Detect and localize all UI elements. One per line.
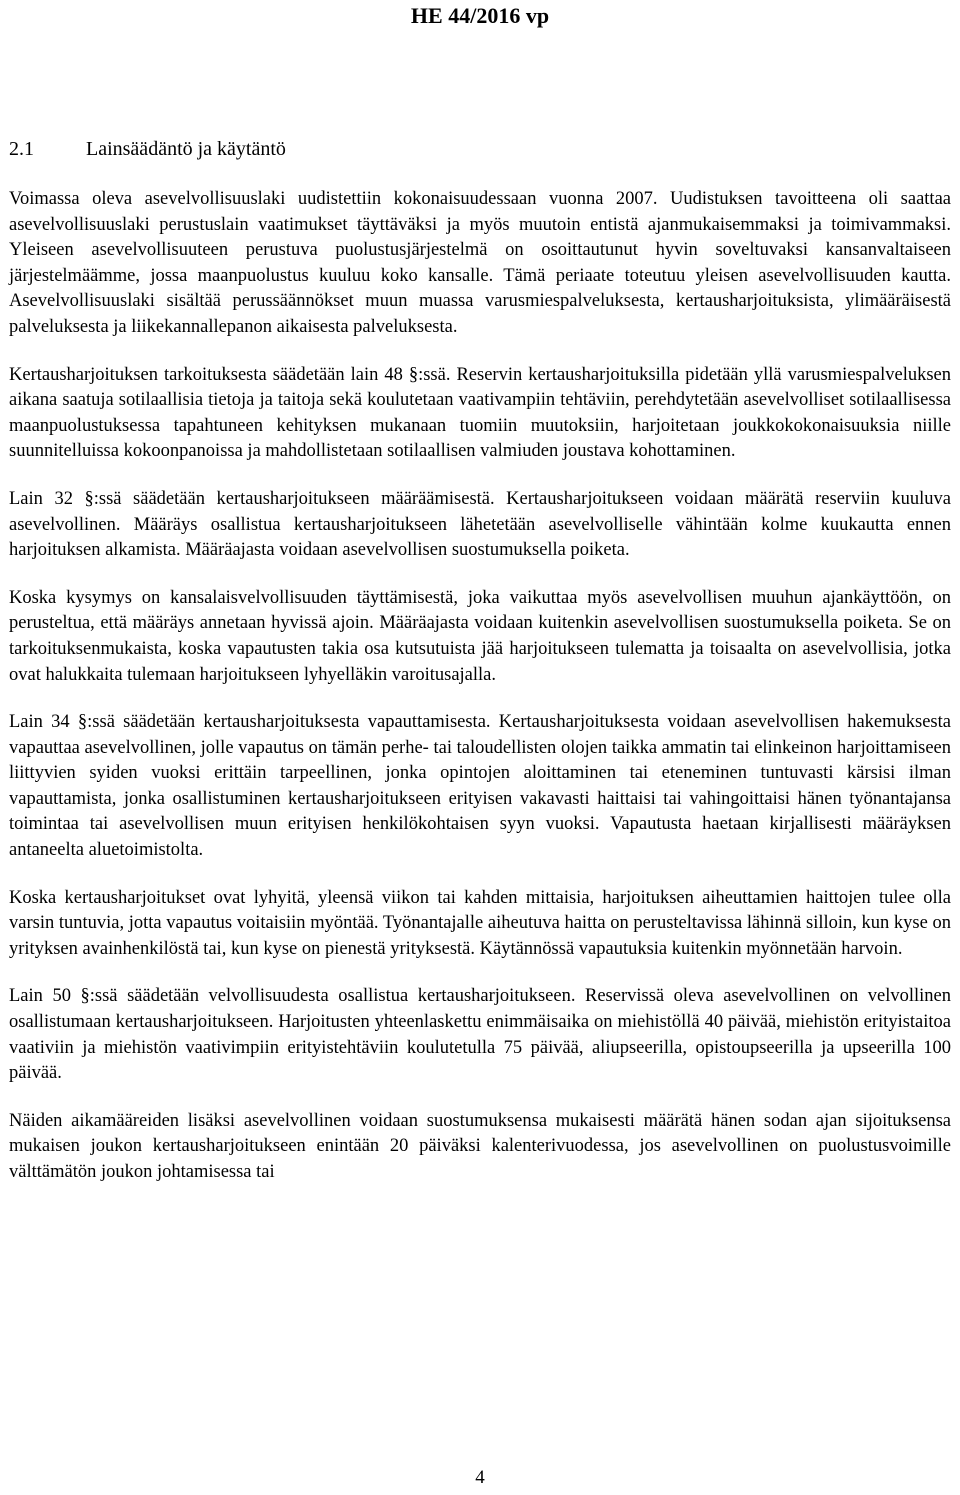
paragraph-4: Koska kysymys on kansalaisvelvollisuuden täyttämisestä, joka vaikuttaa myös asevelvollisen muuhun ajankäyttöön, on perusteltua, että määräys annetaan hyvissä ajoin. Määräajasta voidaan kuitenkin asevelvollisen suostumuksella poiketa. Se on tarkoituksenmukaista, koska vapautusten takia osa kutsutuista jää harjoitukseen tulematta ja toisaalta on asevelvollisia, jotka ovat halukkaita tulemaan harjoitukseen lyhyelläkin varoitusajalla. xyxy=(9,587,951,685)
section-title: Lainsäädäntö ja käytäntö xyxy=(86,138,286,160)
paragraph-8: Näiden aikamääreiden lisäksi asevelvollinen voidaan suostumuksensa mukaisesti määrätä hänen sodan ajan sijoituksensa mukaisen joukon kertausharjoitukseen enintään 20 päiväksi kalenterivuodessa, jos asevelvollinen on puolustusvoimille välttämätön joukon johtamisessa tai xyxy=(9,1110,951,1182)
section-number: 2.1 xyxy=(9,138,34,160)
paragraph-3: Lain 32 §:ssä säädetään kertausharjoitukseen määräämisestä. Kertausharjoitukseen voidaan määrätä reserviin kuuluva asevelvollinen. Määräys osallistua kertausharjoitukseen lähetetään asevelvolliselle vähintään kolme kuukautta ennen harjoituksen alkamista. Määräajasta voidaan asevelvollisen suostumuksella poiketa. xyxy=(9,488,951,561)
page-number: 4 xyxy=(475,1467,485,1488)
paragraph-6: Koska kertausharjoitukset ovat lyhyitä, yleensä viikon tai kahden mittaisia, harjoituksen aiheuttamien haittojen tulee olla varsin tuntuvia, jotta vapautus voitaisiin myöntää. Työnantajalle aiheutuva haitta on perusteltavissa lähinnä silloin, kun kyse on yrityksen avainhenkilöstä tai, kun kyse on pienestä yrityksestä. Käytännössä vapautuksia kuitenkin myönnetään harvoin. xyxy=(9,887,951,959)
paragraph-5: Lain 34 §:ssä säädetään kertausharjoituksesta vapauttamisesta. Kertausharjoituksesta voidaan asevelvollisen hakemuksesta vapauttaa asevelvollinen, jolle vapautus on tämän perhe- tai taloudellisten olojen taikka ammatin tai elinkeinon harjoittamiseen liittyvien syiden vuoksi erittäin tarpeellinen, jonka opintojen aloittaminen tai eteneminen tuntuvasti kärsisi ilman vapauttamista, jonka osallistuminen kertausharjoitukseen erityisen vakavasti haittaisi tai vahingoittaisi hänen työnantajansa toimintaa tai asevelvollisen muun erityisen henkilökohtaisen syyn vuoksi. Vapautusta haetaan kirjallisesti määräyksen antaneelta aluetoimistolta. xyxy=(9,712,951,861)
document-header: HE 44/2016 vp xyxy=(410,3,550,28)
paragraph-1: Voimassa oleva asevelvollisuuslaki uudistettiin kokonaisuudessaan vuonna 2007. Uudistuksen tavoitteena oli saattaa asevelvollisuuslaki perustuslain vaatimukset täyttäväksi ja myös muutoin entistä ajanmukaisemmaksi ja toimivammaksi. Yleiseen asevelvollisuuteen perustuva puolustusjärjestelmä on osoittautunut hyvin soveltuvaksi kansanvaltaiseen järjestelmäämme, jossa maanpuolustus kuuluu koko kansalle. Tämä periaate toteutuu yleisen asevelvollisuuden kautta. Asevelvollisuuslaki sisältää perussäännökset muun muassa varusmiespalveluksesta, kertausharjoituksista, ylimääräisestä palveluksesta ja liikekannallepanon aikaisesta palveluksesta. xyxy=(9,189,951,337)
paragraph-7: Lain 50 §:ssä säädetään velvollisuudesta osallistua kertausharjoitukseen. Reservissä oleva asevelvollinen on velvollinen osallistumaan kertausharjoitukseen. Harjoitusten yhteenlaskettu enimmäisaika on miehistöllä 40 päivää, miehistön erityistaitoa vaativiin ja miehistön vaativimpiin erityistehtäviin koulutetulla 75 päivää, aliupseerilla, opistoupseerilla ja upseerilla 100 päivää. xyxy=(9,986,951,1084)
section-heading xyxy=(9,137,286,161)
paragraph-2: Kertausharjoituksen tarkoituksesta säädetään lain 48 §:ssä. Reservin kertausharjoituksilla pidetään yllä varusmiespalveluksen aikana saatuja sotilaallisia tietoja ja taitoja sekä koulutetaan vaativampiin tehtäviin, perehdytetään asevelvolliset sotilaallisessa maanpuolustuksessa tapahtuneen kehityksen mukanaan tuomiin muutoksiin, harjoitetaan joukkokokonaisuuksia niille suunnitelluissa kokoonpanoissa ja mahdollistetaan sotilaallisen valmiuden joustava kohottaminen. xyxy=(9,364,951,462)
body-text xyxy=(9,187,951,1208)
